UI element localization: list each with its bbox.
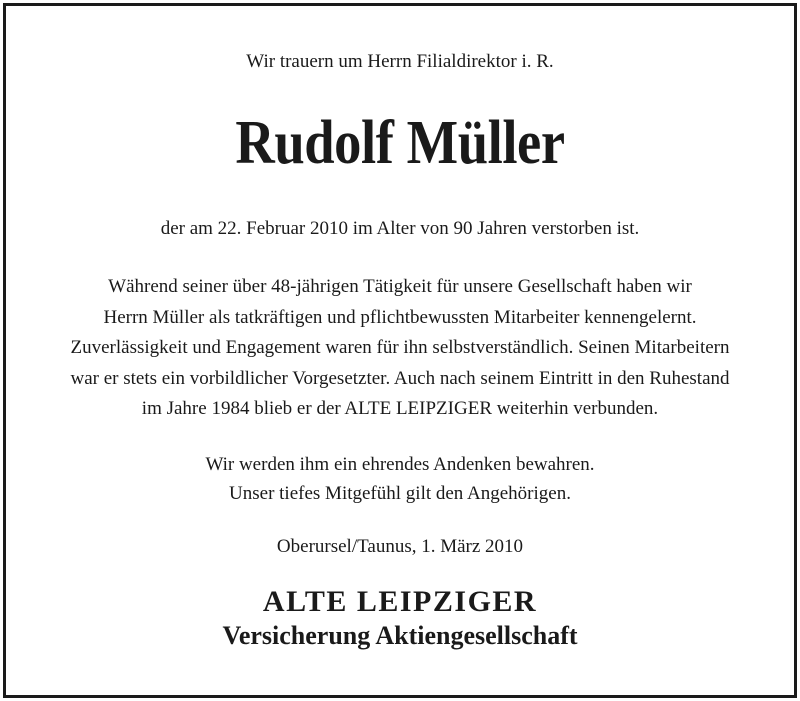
tribute-line: Zuverlässigkeit und Engagement waren für ihn selbstverständlich. Seinen Mitarbeitern (70, 337, 730, 358)
closing-line: Wir werden ihm ein ehrendes Andenken bewahren. (205, 454, 595, 475)
death-line: der am 22. Februar 2010 im Alter von 90 Jahren verstorben ist. (160, 218, 640, 239)
tribute-paragraph (0, 272, 800, 425)
company-subtitle: Versicherung Aktiengesellschaft (222, 621, 578, 650)
tribute-line: im Jahre 1984 blieb er der ALTE LEIPZIGER weiterhin verbunden. (141, 398, 659, 419)
closing-paragraph (0, 450, 800, 508)
company-name: ALTE LEIPZIGER (262, 585, 538, 618)
intro-line: Wir trauern um Herrn Filialdirektor i. R. (246, 51, 554, 72)
tribute-line: war er stets ein vorbildlicher Vorgesetzter. Auch nach seinem Eintritt in den Ruhestand (70, 367, 730, 389)
closing-line: Unser tiefes Mitgefühl gilt den Angehörigen. (229, 483, 571, 504)
deceased-name: Rudolf Müller (235, 109, 565, 177)
place-date: Oberursel/Taunus, 1. März 2010 (276, 536, 524, 557)
tribute-line: Während seiner über 48-jährigen Tätigkeit für unsere Gesellschaft haben wir (108, 276, 692, 297)
tribute-line: Herrn Müller als tatkräftigen und pflichtbewussten Mitarbeiter kennengelernt. (103, 306, 697, 328)
